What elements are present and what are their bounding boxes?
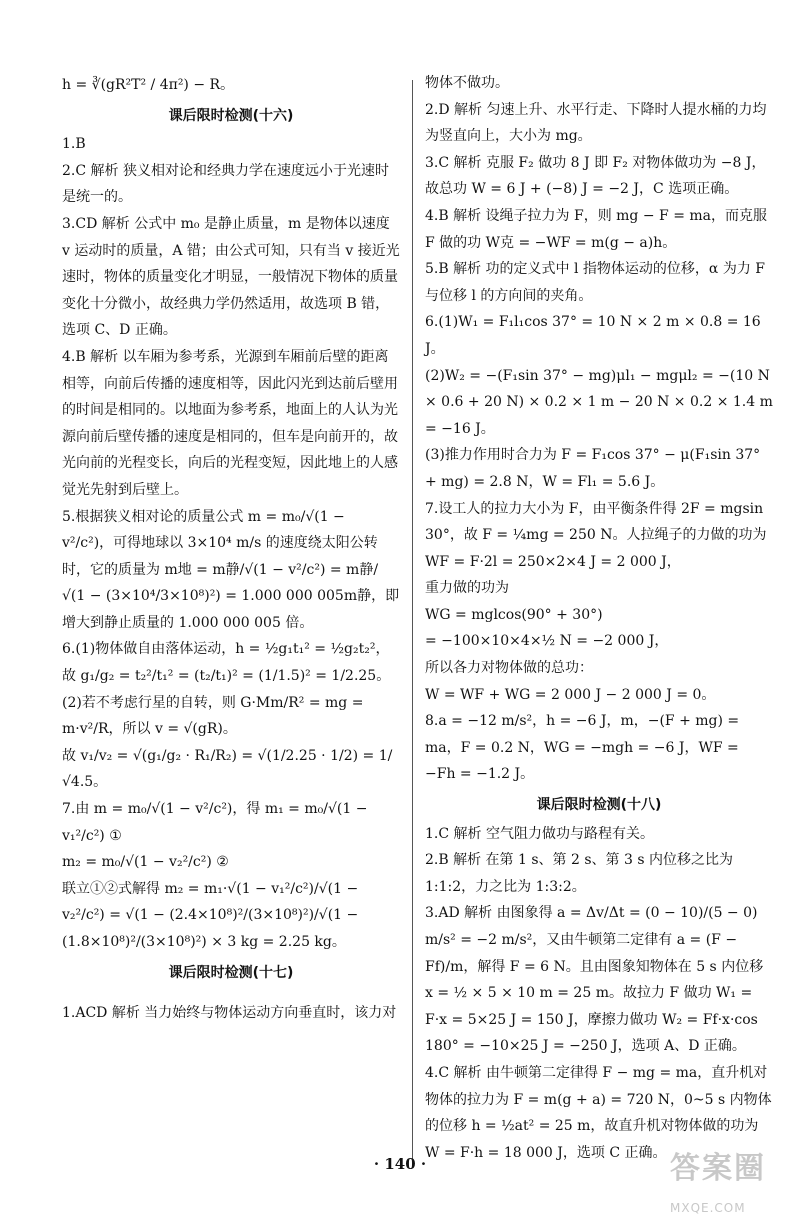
answer-item: 物体不做功。 — [425, 75, 509, 91]
section-title-16: 课后限时检测(十六) — [168, 107, 294, 124]
formula-height: h = ∛(gR²T² / 4π²) − R。 — [62, 77, 235, 93]
answer-item: 8.a = −12 m/s²，h = −6 J，m，−(F + mg) = ma，F = 0.2 N，WG = −mgh = −6 J，WF = −Fh = −1.2 J。 — [425, 713, 740, 783]
left-column — [62, 70, 400, 1041]
answer-item: 重力做的功为 — [425, 580, 509, 597]
answer-item: 2.C 解析 狭义相对论和经典力学在速度远小于光速时是统一的。 — [62, 162, 389, 206]
answer-item: W = WF + WG = 2 000 J − 2 000 J = 0。 — [425, 686, 716, 703]
answer-item: 4.B 解析 以车厢为参考系，光源到车厢前后壁的距离相等，向前后传播的速度相等，因此闪光到达前后壁用的时间是相同的。以地面为参考系，地面上的人认为光源向前后壁传播的速度是相同的，但车是向前开的，故光向前的光程变长，向后的光程变短，因此地上的人感觉光先射到后壁上。 — [62, 348, 398, 498]
answer-item: 2.B 解析 在第 1 s、第 2 s、第 3 s 内位移之比为 1:1:2，力之比为 1:3:2。 — [425, 852, 733, 895]
answer-item: 3.CD 解析 公式中 m₀ 是静止质量，m 是物体以速度 v 运动时的质量，A 错；由公式可知，只有当 v 接近光速时，物体的质量变化才明显，一般情况下物体的质量变化十分微小，故经典力学仍然适用，故选项 B 错，选项 C、D 正确。 — [62, 215, 400, 339]
answer-item: 5.根据狭义相对论的质量公式 m = m₀/√(1 − v²/c²)，可得地球以 3×10⁴ m/s 的速度绕太阳公转时，它的质量为 m地 = m静/√(1 − v²/c²) = m静/√(1 − (3×10⁴/3×10⁸)²) = 1.000 000 005m静，即增大到静止质量的 1.000 000 005 倍。 — [62, 508, 400, 631]
answer-item: (2)若不考虑行星的自转，则 G·Mm/R² = mg = m·v²/R，所以 v = √(gR)。 — [62, 694, 364, 738]
answer-list-18 — [425, 821, 773, 1167]
answer-item: 故 v₁/v₂ = √(g₁/g₂ · R₁/R₂) = √(1/2.25 · 1/2) = 1/√4.5。 — [62, 747, 393, 791]
answer-item: 3.C 解析 克服 F₂ 做功 8 J 即 F₂ 对物体做功为 −8 J，故总功 W = 6 J + (−8) J = −2 J，C 选项正确。 — [425, 154, 766, 198]
answer-item: WF = F·2l = 250×2×4 J = 2 000 J， — [425, 553, 681, 570]
right-column — [425, 70, 773, 1166]
watermark-logo — [670, 1140, 788, 1215]
answer-item: 6.(1)物体做自由落体运动，h = ½g₁t₁² = ½g₂t₂²，故 g₁/g₂ = t₂²/t₁² = (t₂/t₁)² = (1/1.5)² = 1/2.25。 — [62, 641, 391, 685]
answer-item: 2.D 解析 匀速上升、水平行走、下降时人提水桶的力均为竖直向上，大小为 mg。 — [425, 101, 767, 145]
answer-item: 7.设工人的拉力大小为 F，由平衡条件得 2F = mgsin 30°，故 F = ¼mg = 250 N。人拉绳子的力做的功为 — [425, 500, 767, 544]
answer-item: = −100×10×4×½ N = −2 000 J， — [425, 633, 669, 650]
column-divider — [412, 80, 413, 1160]
section-title-17: 课后限时检测(十七) — [168, 964, 294, 981]
answer-item: 1.B — [62, 136, 86, 153]
answer-item: (3)推力作用时合力为 F = F₁cos 37° − μ(F₁sin 37° + mg) = 2.8 N，W = Fl₁ = 5.6 J。 — [425, 447, 761, 490]
answer-list-16 — [62, 131, 400, 955]
answer-item: (2)W₂ = −(F₁sin 37° − mg)μl₁ − mgμl₂ = −(10 N × 0.6 + 20 N) × 0.2 × 1 m − 20 N × 0.2 × 1.4 m = −16 J。 — [425, 367, 773, 437]
answer-item: m₂ = m₀/√(1 − v₂²/c²) ② — [62, 854, 229, 871]
answer-item: 1.C 解析 空气阻力做功与路程有关。 — [425, 825, 654, 842]
watermark-url: MXQE.COM — [670, 1201, 746, 1215]
answer-item: 4.C 解析 由牛顿第二定律得 F − mg = ma，直升机对物体的拉力为 F = m(g + a) = 720 N，0~5 s 内物体的位移 h = ½at² = 25 m，故直升机对物体做的功为 W = F·h = 18 000 J，选项 C 正确。 — [425, 1064, 772, 1161]
answer-item: 4.B 解析 设绳子拉力为 F，则 mg − F = ma，而克服 F 做的功 W克 = −WF = m(g − a)h。 — [425, 207, 767, 251]
answer-item: 5.B 解析 功的定义式中 l 指物体运动的位移，α 为力 F 与位移 l 的方向间的夹角。 — [425, 261, 765, 304]
answer-list-17 — [425, 70, 773, 788]
section-title-18: 课后限时检测(十八) — [536, 797, 662, 814]
watermark-text: 答案圈 — [670, 1151, 766, 1186]
answer-item: 1.ACD 解析 当力始终与物体运动方向垂直时，该力对 — [62, 1005, 397, 1022]
answer-item: 6.(1)W₁ = F₁l₁cos 37° = 10 N × 2 m × 0.8 = 16 J。 — [425, 314, 761, 357]
page-number: · 140 · — [373, 1155, 427, 1173]
answer-item: 联立①②式解得 m₂ = m₁·√(1 − v₁²/c²)/√(1 − v₂²/c²) = √(1 − (2.4×10⁸)²/(3×10⁸)²)/√(1 − (1.8×10⁸)²/(3×10⁸)²) × 3 kg = 2.25 kg。 — [62, 880, 359, 950]
answer-item: WG = mglcos(90° + 30°) — [425, 606, 603, 623]
answer-item: 7.由 m = m₀/√(1 − v²/c²)，得 m₁ = m₀/√(1 − v₁²/c²) ① — [62, 801, 368, 844]
answer-item: 3.AD 解析 由图象得 a = Δv/Δt = (0 − 10)/(5 − 0) m/s² = −2 m/s²，又由牛顿第二定律有 a = (F − Ff)/m，解得 F = 6 N。且由图象知物体在 5 s 内位移 x = ½ × 5 × 10 m = 25 m。故拉力 F 做功 W₁ = F·x = 5×25 J = 150 J，摩擦力做功 W₂ = Ff·x·cos 180° = −10×25 J = −250 J，选项 A、D 正确。 — [425, 905, 764, 1055]
answer-item: 所以各力对物体做的总功： — [425, 660, 593, 677]
